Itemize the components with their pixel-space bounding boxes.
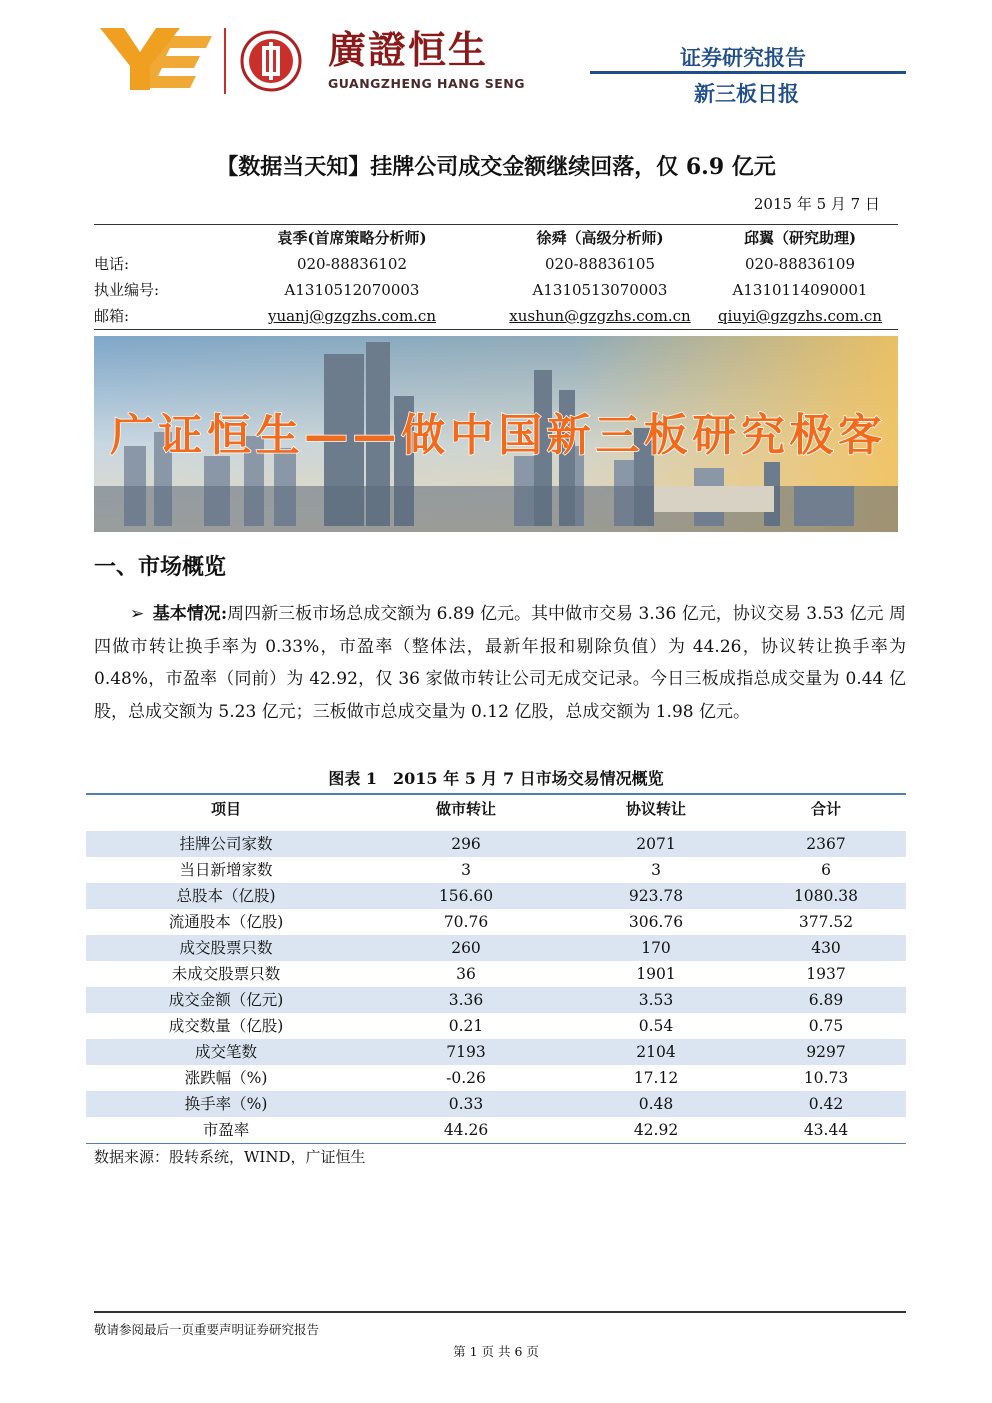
table-cell: 7193 (446, 1043, 486, 1061)
row-label: 总股本（亿股) (176, 887, 276, 905)
table-cell: 260 (451, 939, 481, 957)
table-cell: 6 (821, 861, 831, 879)
report-type: 证券研究报告 (680, 46, 806, 70)
email-label: 邮箱: (94, 307, 130, 325)
analyst-bottom-rule (94, 329, 898, 330)
analyst-license: A1310512070003 (284, 281, 420, 299)
table-cell: 0.75 (808, 1017, 844, 1035)
table-row (86, 857, 906, 883)
footer-disclaimer: 敬请参阅最后一页重要声明证券研究报告 (94, 1322, 320, 1337)
seal-logo-icon (240, 30, 302, 92)
table-cell: 0.48 (638, 1095, 674, 1113)
analyst-phone: 020-88836105 (544, 255, 656, 273)
table-cell: 306.76 (628, 913, 684, 931)
analyst-phone: 020-88836109 (744, 255, 856, 273)
table-cell: 10.73 (803, 1069, 849, 1087)
footer-rule (94, 1311, 906, 1313)
table-cell: 156.60 (438, 887, 494, 905)
table-bottom-rule (86, 1143, 906, 1144)
table-cell: 377.52 (798, 913, 854, 931)
overview-body: 周四新三板市场总成交额为 6.89 亿元。其中做市交易 3.36 亿元，协议交易 3.53 亿元 周四做市转让换手率为 0.33%，市盈率（整体法，最新年报和剔除负值）为 44.26，协议转让换手率为 0.48%，市盈率（同前）为 42.92，仅 36 家做市转让公司无成交记录。今日三板成指总成交量为 0.44 亿股，总成交额为 5.23 亿元；三板做市总成交量为 0.12 亿股，总成交额为 1.98 亿元。 (94, 604, 906, 722)
table-cell: 430 (811, 939, 841, 957)
table-cell: 923.78 (628, 887, 684, 905)
row-label: 未成交股票只数 (171, 965, 281, 983)
banner-slogan: 广证恒生——做中国新三板研究极客 (110, 410, 882, 461)
analyst-email-link[interactable]: qiuyi@gzgzhs.com.cn (718, 307, 882, 325)
table-body (86, 831, 906, 1143)
license-label: 执业编号: (94, 281, 160, 299)
analyst-email-link[interactable]: yuanj@gzgzhs.com.cn (267, 307, 436, 325)
table-cell: 2367 (806, 835, 846, 853)
table-row (86, 1039, 906, 1065)
row-label: 流通股本（亿股) (168, 913, 284, 931)
logo-divider (224, 28, 226, 94)
table-cell: 3.53 (638, 991, 674, 1009)
row-label: 成交股票只数 (179, 939, 273, 957)
table-row (86, 883, 906, 909)
table-cell: 296 (451, 835, 481, 853)
table-cell: 2104 (636, 1043, 676, 1061)
header-rule (590, 71, 906, 74)
table-cell: 0.33 (448, 1095, 484, 1113)
table-cell: 43.44 (803, 1121, 849, 1139)
analyst-phone: 020-88836102 (296, 255, 408, 273)
table-cell: 6.89 (808, 991, 844, 1009)
ye-logo-icon (100, 28, 212, 90)
report-date: 2015 年 5 月 7 日 (753, 195, 880, 213)
table-row (86, 935, 906, 961)
analyst-email-row (94, 303, 898, 329)
analyst-name: 徐舜（高级分析师) (536, 229, 664, 247)
phone-label: 电话: (94, 255, 130, 273)
table-row (86, 1117, 906, 1143)
table-cell: 0.42 (808, 1095, 844, 1113)
table-cell: 9297 (806, 1043, 846, 1061)
column-header: 项目 (210, 800, 241, 818)
table-row (86, 1013, 906, 1039)
table-caption: 图表 1 2015 年 5 月 7 日市场交易情况概览 (328, 769, 664, 788)
table-cell: 1937 (806, 965, 846, 983)
analyst-phone-row (94, 251, 898, 277)
row-label: 挂牌公司家数 (179, 835, 273, 853)
data-source: 数据来源：股转系统，WIND，广证恒生 (94, 1148, 366, 1166)
table-cell: 0.21 (448, 1017, 484, 1035)
row-label: 当日新增家数 (179, 861, 273, 879)
table-cell: 3.36 (448, 991, 484, 1009)
table-cell: 70.76 (443, 913, 489, 931)
analyst-license: A1310513070003 (532, 281, 668, 299)
table-cell: 1901 (636, 965, 676, 983)
analyst-license: A1310114090001 (732, 281, 868, 299)
analyst-name: 邱翼（研究助理) (743, 229, 857, 247)
row-label: 换手率（%) (184, 1095, 268, 1113)
row-label: 涨跌幅（%) (184, 1069, 268, 1087)
row-label: 成交数量（亿股) (168, 1017, 284, 1035)
table-cell: 170 (641, 939, 671, 957)
company-logo-english: GUANGZHENG HANG SENG (328, 76, 526, 91)
table-cell: 42.92 (633, 1121, 679, 1139)
column-header: 做市转让 (435, 800, 496, 818)
banner-image (94, 336, 898, 532)
row-label: 成交金额（亿元) (168, 991, 284, 1009)
report-title: 【数据当天知】挂牌公司成交金额继续回落，仅 6.9 亿元 (216, 154, 776, 180)
table-row (86, 909, 906, 935)
table-cell: 1080.38 (793, 887, 859, 905)
table-cell: 17.12 (633, 1069, 679, 1087)
table-cell: 44.26 (443, 1121, 489, 1139)
overview-paragraph (94, 598, 906, 728)
table-row (86, 961, 906, 987)
column-header: 合计 (810, 800, 841, 818)
analyst-name: 袁季(首席策略分析师) (277, 229, 427, 247)
table-row (86, 1065, 906, 1091)
report-subtype: 新三板日报 (694, 82, 799, 106)
bullet-icon: ➢ (130, 604, 145, 624)
row-label: 成交笔数 (194, 1043, 257, 1061)
table-row (86, 831, 906, 857)
column-header: 协议转让 (625, 800, 686, 818)
analyst-email-link[interactable]: xushun@gzgzhs.com.cn (509, 307, 691, 325)
table-cell: 0.54 (638, 1017, 674, 1035)
table-cell: -0.26 (446, 1069, 486, 1087)
overview-lead: 基本情况: (152, 604, 228, 624)
section-heading: 一、市场概览 (94, 554, 227, 580)
table-cell: 3 (461, 861, 471, 879)
analyst-license-row (94, 277, 898, 303)
row-label: 市盈率 (202, 1121, 250, 1139)
analyst-names-row (94, 225, 898, 251)
table-cell: 2071 (636, 835, 676, 853)
page-number: 第 1 页 共 6 页 (453, 1344, 539, 1359)
table-cell: 36 (456, 965, 476, 983)
company-logo-text: 廣證恒生 (328, 28, 489, 72)
table-row (86, 987, 906, 1013)
table-row (86, 1091, 906, 1117)
table-cell: 3 (651, 861, 661, 879)
market-table (86, 793, 906, 1144)
table-header-row (86, 795, 906, 831)
